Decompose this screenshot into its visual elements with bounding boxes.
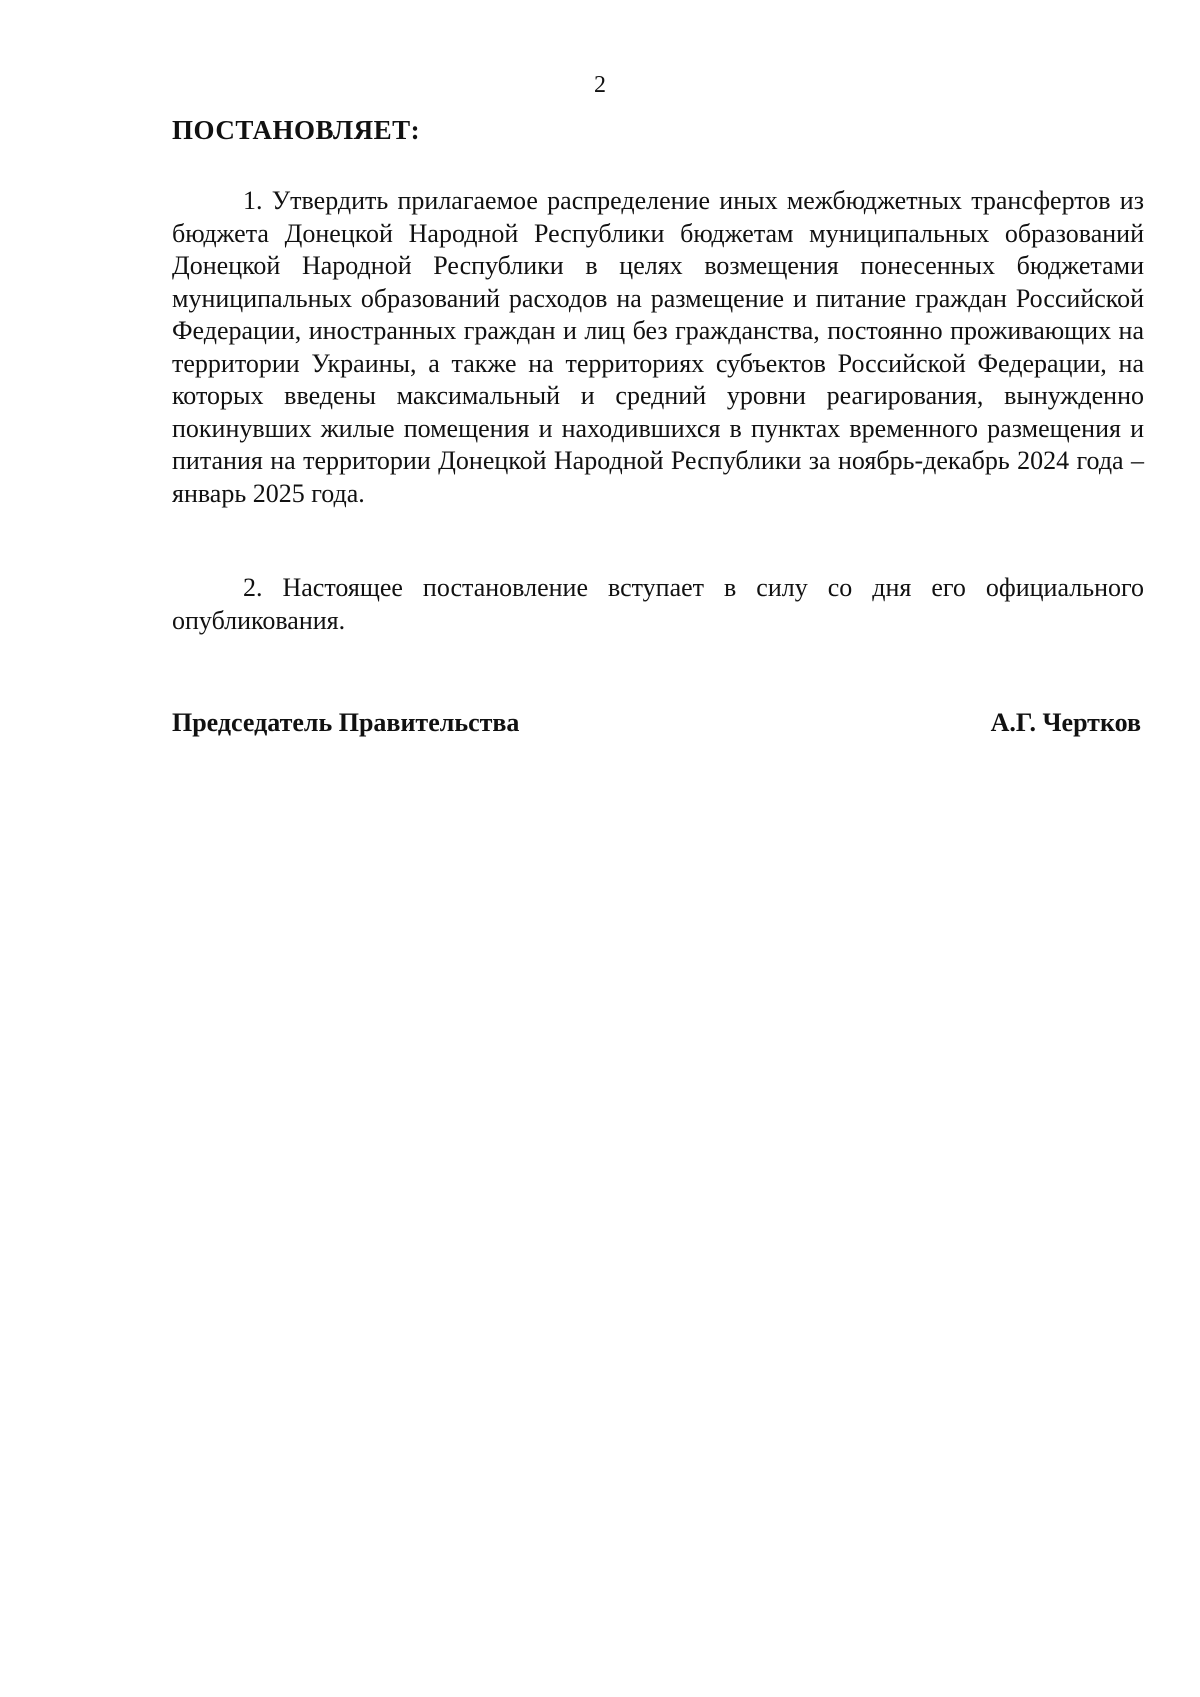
decree-heading: ПОСТАНОВЛЯЕТ: [172, 115, 421, 145]
page-number: 2 [594, 72, 606, 98]
signature-block [172, 707, 1141, 739]
paragraph-2: 2. Настоящее постановление вступает в силу со дня его официального опубликования. [172, 573, 1144, 635]
signatory-position: Председатель Правительства [172, 708, 520, 737]
paragraph-1: 1. Утвердить прилагаемое распределение иных межбюджетных трансфертов из бюджета Донецкой Народной Республики бюджетам муниципальных образований Донецкой Народной Республики в целях возмещения понесенных бюджетами муниципальных образований расходов на размещение и питание граждан Российской Федерации, иностранных граждан и лиц без гражданства, постоянно проживающих на территории Украины, а также на территориях субъектов Российской Федерации, на которых введены максимальный и средний уровни реагирования, вынужденно покинувших жилые помещения и находившихся в пунктах временного размещения и питания на территории Донецкой Народной Республики за ноябрь-декабрь 2024 года – январь 2025 года. [172, 186, 1144, 508]
signatory-name: А.Г. Чертков [990, 708, 1141, 737]
